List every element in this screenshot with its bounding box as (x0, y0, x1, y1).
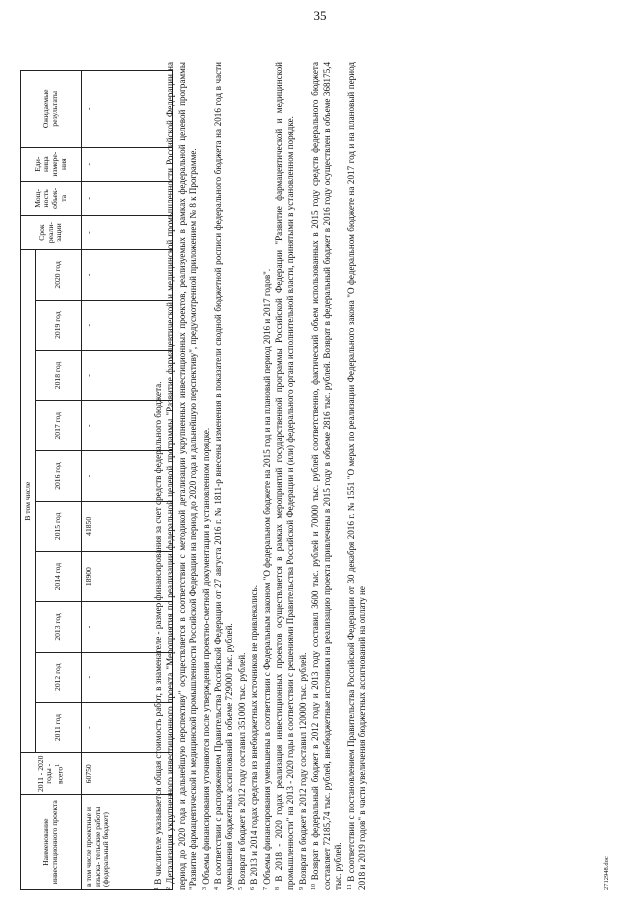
header-total: 2011 - 2020 годы - всего$^1$ (21, 753, 82, 795)
header-year: 2016 год (36, 451, 82, 501)
cell-deadline: - (82, 215, 173, 249)
page-number: 35 (313, 8, 327, 23)
footnote: $^5$ Возврат в бюджет в 2012 году составил 351000 тыс. рублей. (236, 652, 247, 890)
header-unit: Еди- ница измере- ния (21, 147, 82, 181)
cell-year-value: - (82, 300, 173, 350)
cell-total: 60750 (82, 753, 173, 795)
cell-year-value: - (82, 602, 173, 652)
header-year: 2014 год (36, 552, 82, 602)
rotated-landscape-sheet (20, 20, 620, 890)
footnote: $^7$ Объемы финансирования уменьшены в соответствии с Федеральным законом "О федеральном бюджете на 2015 год и на плановый период 2016 и 2017 годов". (261, 268, 272, 890)
footnote: $^{10}$ Возврат в федеральный бюджет в 2012 году и 2013 году составил 3600 тыс. рублей и 70000 тыс. рублей соответственно, фактический объем использованных в 2015 году средств федерального бюджета составляет 72185,74 тыс. рублей, внебюджетные источники на реализацию проекта привлечены в 2015 году в объеме 2816 тыс. рублей. Возврат в федеральный бюджет в 2016 году осуществлен в объеме 368175,4 тыс. рублей. (310, 62, 344, 890)
footnote: $^{11}$ В соответствии с постановлением Правительства Российской Федерации от 30 декабря 2016 г. № 1551 "О мерах по реализации Федерального закона "О федеральном бюджете на 2017 год и на плановый период 2018 и 2019 годов" в части увеличения бюджетных ассигнований на оплату не (345, 62, 367, 890)
footnote: $^6$ В 2013 и 2014 годах средства из внебюджетных источников не привлекались. (249, 585, 260, 890)
cell-year-value: - (82, 350, 173, 400)
cell-year-value: - (82, 652, 173, 702)
document-file-id: 2712948.doc (603, 856, 610, 890)
cell-year-value: - (82, 401, 173, 451)
header-deadline: Срок реали- зации (21, 215, 82, 249)
header-year: 2020 год (36, 250, 82, 300)
footnote: $^4$ В соответствии с распоряжением Правительства Российской Федерации от 27 августа 2016 г. № 1811-р внесены изменения в показатели сводной бюджетной росписи федерального бюджета на 2016 год в части уменьшения бюджетных ассигнований в объеме 729000 тыс. рублей. (213, 62, 235, 890)
cell-year-value: - (82, 250, 173, 300)
header-capacity: Мощ- ность объек- та (21, 181, 82, 215)
header-year: 2018 год (36, 350, 82, 400)
footnotes (152, 62, 368, 890)
header-year: 2011 год (36, 702, 82, 752)
footnote: $^8$ В 2018 - 2020 годах реализация инвестиционных проектов осуществляется в рамках мероприятий государственной программы Российской Федерации "Развитие фармацевтической и медицинской промышленности" на 2013 - 2020 годы в соответствии с решениями Правительства Российской Федерации и (или) федерального органа исполнительной власти, принятыми в установленном порядке. (274, 62, 296, 890)
header-year: 2019 год (36, 300, 82, 350)
footnote: $^9$ Возврат в бюджет в 2012 году составил 120000 тыс. рублей. (297, 652, 308, 890)
header-year: 2013 год (36, 602, 82, 652)
header-year: 2012 год (36, 652, 82, 702)
header-year: 2017 год (36, 401, 82, 451)
cell-year-value: - (82, 451, 173, 501)
header-project-name: Наименование инвестиционного проекта (21, 795, 82, 890)
footnote: $^1$ В числителе указывается общая стоимость работ, в знаменателе - размер финансирования за счет средств федерального бюджета. (153, 381, 163, 890)
investment-projects-table (20, 70, 173, 890)
cell-project-name: в том числе проектные и изыска- тельские работы (федеральный бюджет) (82, 795, 173, 890)
footnote: $^2$ Детализация укрупненного инвестиционного проекта "Мероприятия по реализации федеральной целевой программы "Развитие фармацевтической и медицинской промышленности Российской Федерации на период до 2020 года и дальнейшую перспективу" осуществляется в соответствии с методикой детализации укрупненных инвестиционных проектов, реализуемых в рамках федеральной целевой программы "Развитие фармацевтической и медицинской промышленности Российской Федерации на период до 2020 года и дальнейшую перспективу", предусмотренной приложением № 8 к Программе. (165, 62, 199, 890)
cell-results: - (82, 71, 173, 148)
cell-year-value: 41850 (82, 501, 173, 551)
cell-year-value: 18900 (82, 552, 173, 602)
header-results: Ожидаемые результаты (21, 71, 82, 148)
cell-capacity: - (82, 181, 173, 215)
header-in-total: В том числе (21, 250, 36, 753)
header-year: 2015 год (36, 501, 82, 551)
cell-unit: - (82, 147, 173, 181)
footnote: $^3$ Объемы финансирования уточняются после утверждения проектно-сметной документации в установленном порядке. (200, 427, 211, 890)
cell-year-value: - (82, 702, 173, 752)
